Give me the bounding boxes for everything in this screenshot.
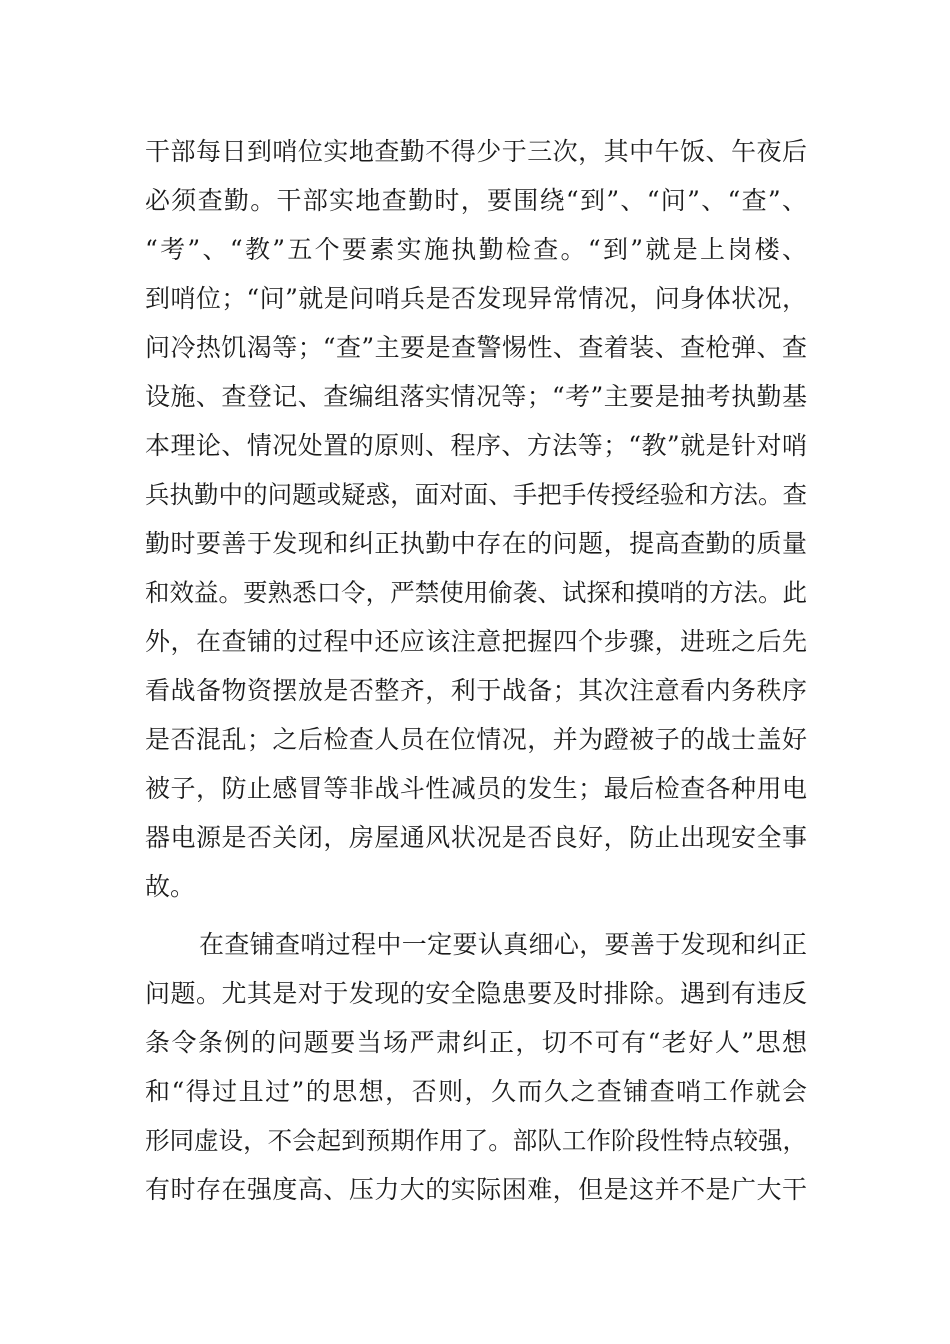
text-line: 条令条例的问题要当场严肃纠正，切不可有“老好人”思想	[145, 1028, 807, 1057]
text-line: 在查铺查哨过程中一定要认真细心，要善于发现和纠正	[199, 930, 807, 959]
text-line: 被子，防止感冒等非战斗性减员的发生；最后检查各种用电	[145, 774, 807, 803]
text-line: 和效益。要熟悉口令，严禁使用偷袭、试探和摸哨的方法。此	[145, 578, 807, 607]
text-line: 外，在查铺的过程中还应该注意把握四个步骤，进班之后先	[145, 627, 807, 656]
text-line: 有时存在强度高、压力大的实际困难，但是这并不是广大干	[145, 1175, 807, 1204]
text-line: 兵执勤中的问题或疑惑，面对面、手把手传授经验和方法。查	[145, 480, 807, 509]
text-line: 故。	[145, 872, 196, 901]
text-line: 看战备物资摆放是否整齐，利于战备；其次注意看内务秩序	[145, 676, 807, 705]
text-line: 必须查勤。干部实地查勤时，要围绕“到”、“问”、“查”、	[145, 186, 807, 215]
text-line: 形同虚设，不会起到预期作用了。部队工作阶段性特点较强，	[145, 1126, 807, 1155]
text-line: 勤时要善于发现和纠正执勤中存在的问题，提高查勤的质量	[145, 529, 807, 558]
text-line: 本理论、情况处置的原则、程序、方法等；“教”就是针对哨	[145, 431, 807, 460]
text-line: “考”、“教”五个要素实施执勤检查。“到”就是上岗楼、	[145, 235, 807, 264]
text-line: 器电源是否关闭，房屋通风状况是否良好，防止出现安全事	[145, 823, 807, 852]
text-line: 问冷热饥渴等；“查”主要是查警惕性、查着装、查枪弹、查	[145, 333, 807, 362]
text-line: 到哨位；“问”就是问哨兵是否发现异常情况，问身体状况，	[145, 284, 807, 313]
text-line: 设施、查登记、查编组落实情况等；“考”主要是抽考执勤基	[145, 382, 807, 411]
text-line: 干部每日到哨位实地查勤不得少于三次，其中午饭、午夜后	[145, 137, 807, 166]
text-line: 问题。尤其是对于发现的安全隐患要及时排除。遇到有违反	[145, 979, 807, 1008]
text-line: 是否混乱；之后检查人员在位情况，并为蹬被子的战士盖好	[145, 725, 807, 754]
text-line: 和“得过且过”的思想，否则，久而久之查铺查哨工作就会	[145, 1077, 807, 1106]
